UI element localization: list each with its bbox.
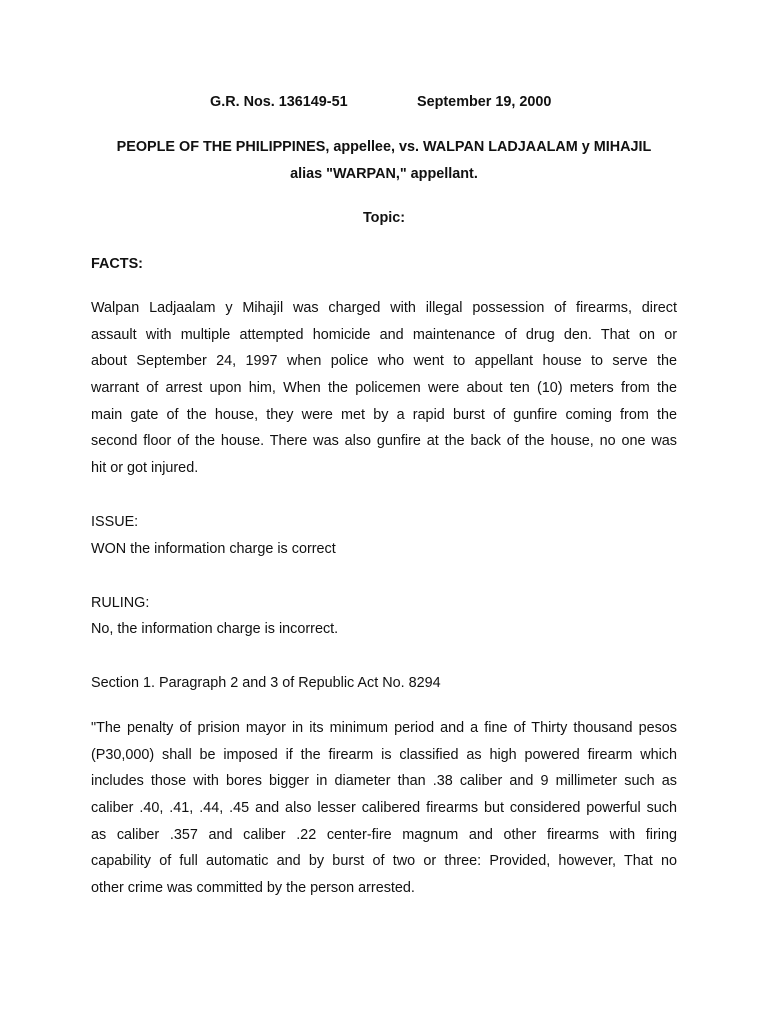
facts-line: hit or got injured. [91, 460, 199, 477]
facts-heading: FACTS: [91, 256, 143, 272]
quoted-provision [91, 715, 677, 902]
case-title-line-2: alias "WARPAN," appellant. [290, 166, 478, 182]
topic-label: Topic: [362, 210, 406, 226]
facts-line: assault with multiple attempted homicide and maintenance of drug den. That on or [91, 326, 677, 343]
case-title-line-1: PEOPLE OF THE PHILIPPINES, appellee, vs. WALPAN LADJAALAM y MIHAJIL [116, 139, 652, 155]
quote-line: as caliber .357 and caliber .22 center-fire magnum and other firearms with firing [91, 826, 677, 843]
facts-line: Walpan Ladjaalam y Mihajil was charged with illegal possession of firearms, direct [91, 300, 677, 316]
quote-line: caliber .40, .41, .44, .45 and also lesser calibered firearms but considered powerful such [91, 800, 677, 817]
issue-text: WON the information charge is correct [91, 541, 336, 557]
decision-date: September 19, 2000 [417, 94, 552, 110]
facts-line: warrant of arrest upon him, When the policemen were about ten (10) meters from the [91, 380, 677, 397]
quote-line: (P30,000) shall be imposed if the firearm is classified as high powered firearm which [91, 746, 677, 763]
facts-paragraph [91, 295, 677, 482]
ruling-heading: RULING: [91, 595, 150, 611]
gr-number: G.R. Nos. 136149-51 [210, 94, 348, 110]
quote-line: capability of full automatic and by burst of two or three: Provided, however, That no [91, 853, 677, 870]
issue-heading: ISSUE: [91, 514, 139, 530]
facts-line: about September 24, 1997 when police who went to appellant house to serve the [91, 353, 677, 370]
quote-line: "The penalty of prision mayor in its minimum period and a fine of Thirty thousand pesos [91, 720, 677, 736]
facts-line: second floor of the house. There was also gunfire at the back of the house, no one was [91, 433, 677, 450]
quote-line: includes those with bores bigger in diameter than .38 caliber and 9 millimeter such as [91, 773, 677, 790]
facts-line: main gate of the house, they were met by a rapid burst of gunfire coming from the [91, 406, 677, 423]
ruling-text: No, the information charge is incorrect. [91, 621, 339, 637]
section-reference: Section 1. Paragraph 2 and 3 of Republic Act No. 8294 [91, 675, 441, 691]
quote-line: other crime was committed by the person arrested. [91, 880, 415, 897]
